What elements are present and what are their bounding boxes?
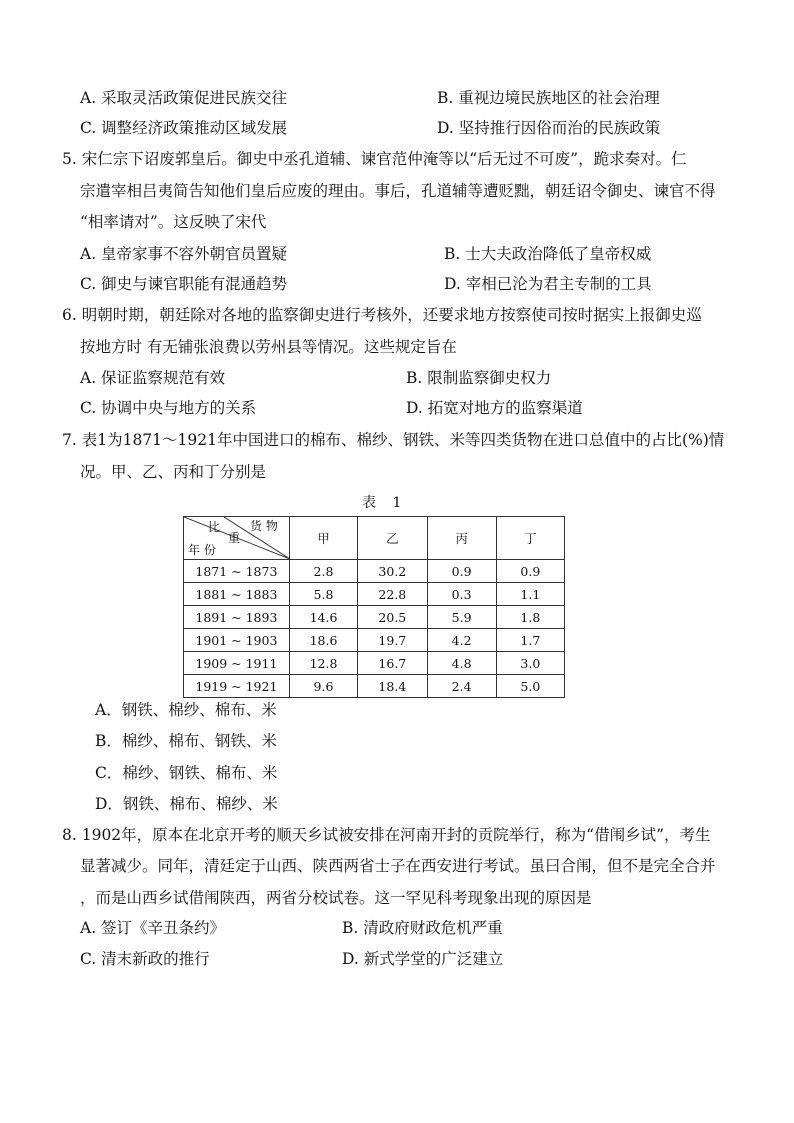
table-row: [184, 652, 565, 675]
corner-label-ratio-1: 比: [208, 520, 221, 534]
q5-stem-line3: “相率请对”。这反映了宋代: [80, 213, 267, 231]
q6-stem-line1: 6. 明朝时期，朝廷除对各地的监察御史进行考核外，还要求地方按察使司按时据实上报御史巡: [62, 306, 702, 324]
value-cell: 30.2: [358, 560, 427, 583]
table-caption: 表 1: [362, 495, 408, 511]
q8-stem-line2: 显著减少。同年，清廷定于山西、陕西两省士子在西安进行考试。虽曰合闱，但不是完全合并: [80, 857, 716, 875]
value-cell: 2.8: [289, 560, 357, 583]
q6-option-b: B. 限制监察御史权力: [406, 369, 552, 387]
year-cell: 1881 ~ 1883: [184, 583, 290, 606]
q4-option-c: C. 调整经济政策推动区域发展: [80, 119, 288, 137]
value-cell: 9.6: [289, 675, 357, 698]
q5-stem-line1: 5. 宋仁宗下诏废郭皇后。御史中丞孔道辅、谏官范仲淹等以“后无过不可废”，跪求奏对。仁: [62, 150, 687, 168]
q5-option-b: B. 士大夫政治降低了皇帝权威: [444, 245, 652, 263]
q6-option-c: C. 协调中央与地方的关系: [80, 399, 257, 417]
q7-stem-line2: 况。甲、乙、丙和丁分别是: [80, 463, 267, 481]
value-cell: 0.3: [427, 583, 496, 606]
value-cell: 5.8: [289, 583, 357, 606]
value-cell: 1.7: [496, 629, 564, 652]
q5-option-d: D. 宰相已沦为君主专制的工具: [444, 275, 652, 293]
q8-option-d: D. 新式学堂的广泛建立: [342, 950, 504, 968]
q6-option-d: D. 拓宽对地方的监察渠道: [406, 399, 583, 417]
table-row: [184, 629, 565, 652]
q5-option-a: A. 皇帝家事不容外朝官员置疑: [80, 245, 288, 263]
q7-option-b: B．棉纱、棉布、钢铁、米: [95, 732, 277, 750]
column-header: 丁: [496, 517, 564, 560]
value-cell: 5.9: [427, 606, 496, 629]
q4-option-a: A. 采取灵活政策促进民族交往: [80, 89, 288, 107]
column-header: 甲: [289, 517, 357, 560]
value-cell: 18.4: [358, 675, 427, 698]
value-cell: 14.6: [289, 606, 357, 629]
q8-option-a: A. 签订《辛丑条约》: [80, 919, 226, 937]
q8-stem-line1: 8. 1902年，原本在北京开考的顺天乡试被安排在河南开封的贡院举行，称为“借闱乡试”，考生: [62, 826, 711, 844]
value-cell: 0.9: [427, 560, 496, 583]
corner-label-year: 年 份: [188, 543, 216, 557]
q7-option-a: A．钢铁、棉纱、棉布、米: [95, 701, 277, 719]
value-cell: 2.4: [427, 675, 496, 698]
corner-label-goods: 货 物: [250, 519, 278, 533]
year-cell: 1891 ~ 1893: [184, 606, 290, 629]
q5-stem-line2: 宗遣宰相吕夷简告知他们皇后应废的理由。事后，孔道辅等遭贬黜，朝廷诏令御史、谏官不得: [80, 182, 716, 200]
import-share-table: [183, 516, 565, 698]
value-cell: 19.7: [358, 629, 427, 652]
value-cell: 12.8: [289, 652, 357, 675]
table-corner-cell: [184, 517, 290, 560]
q6-option-a: A. 保证监察规范有效: [80, 369, 226, 387]
q8-option-c: C. 清末新政的推行: [80, 950, 210, 968]
table-row: [184, 583, 565, 606]
value-cell: 5.0: [496, 675, 564, 698]
table-row: [184, 560, 565, 583]
column-header: 乙: [358, 517, 427, 560]
q6-stem-line2: 按地方时 有无铺张浪费以劳州县等情况。这些规定旨在: [80, 338, 457, 356]
q8-stem-line3: ，而是山西乡试借闱陕西，两省分校试卷。这一罕见科考现象出现的原因是: [80, 889, 592, 907]
value-cell: 18.6: [289, 629, 357, 652]
q8-option-b: B. 清政府财政危机严重: [342, 919, 503, 937]
corner-label-ratio-2: 重: [228, 531, 241, 545]
q4-option-b: B. 重视边境民族地区的社会治理: [437, 89, 660, 107]
value-cell: 1.8: [496, 606, 564, 629]
table-row: [184, 675, 565, 698]
value-cell: 0.9: [496, 560, 564, 583]
value-cell: 4.8: [427, 652, 496, 675]
q4-option-d: D. 坚持推行因俗而治的民族政策: [437, 119, 661, 137]
q5-option-c: C. 御史与谏官职能有混通趋势: [80, 275, 288, 293]
table-header-row: [184, 517, 565, 560]
q7-stem-line1: 7. 表1为1871～1921年中国进口的棉布、棉纱、钢铁、米等四类货物在进口总值中的占比(%)情: [62, 431, 725, 449]
table-row: [184, 606, 565, 629]
q7-option-d: D．钢铁、棉布、棉纱、米: [95, 795, 278, 813]
year-cell: 1919 ~ 1921: [184, 675, 290, 698]
year-cell: 1901 ~ 1903: [184, 629, 290, 652]
value-cell: 3.0: [496, 652, 564, 675]
year-cell: 1909 ~ 1911: [184, 652, 290, 675]
value-cell: 16.7: [358, 652, 427, 675]
year-cell: 1871 ~ 1873: [184, 560, 290, 583]
value-cell: 20.5: [358, 606, 427, 629]
q7-option-c: C．棉纱、钢铁、棉布、米: [95, 764, 278, 782]
value-cell: 1.1: [496, 583, 564, 606]
value-cell: 22.8: [358, 583, 427, 606]
value-cell: 4.2: [427, 629, 496, 652]
column-header: 丙: [427, 517, 496, 560]
